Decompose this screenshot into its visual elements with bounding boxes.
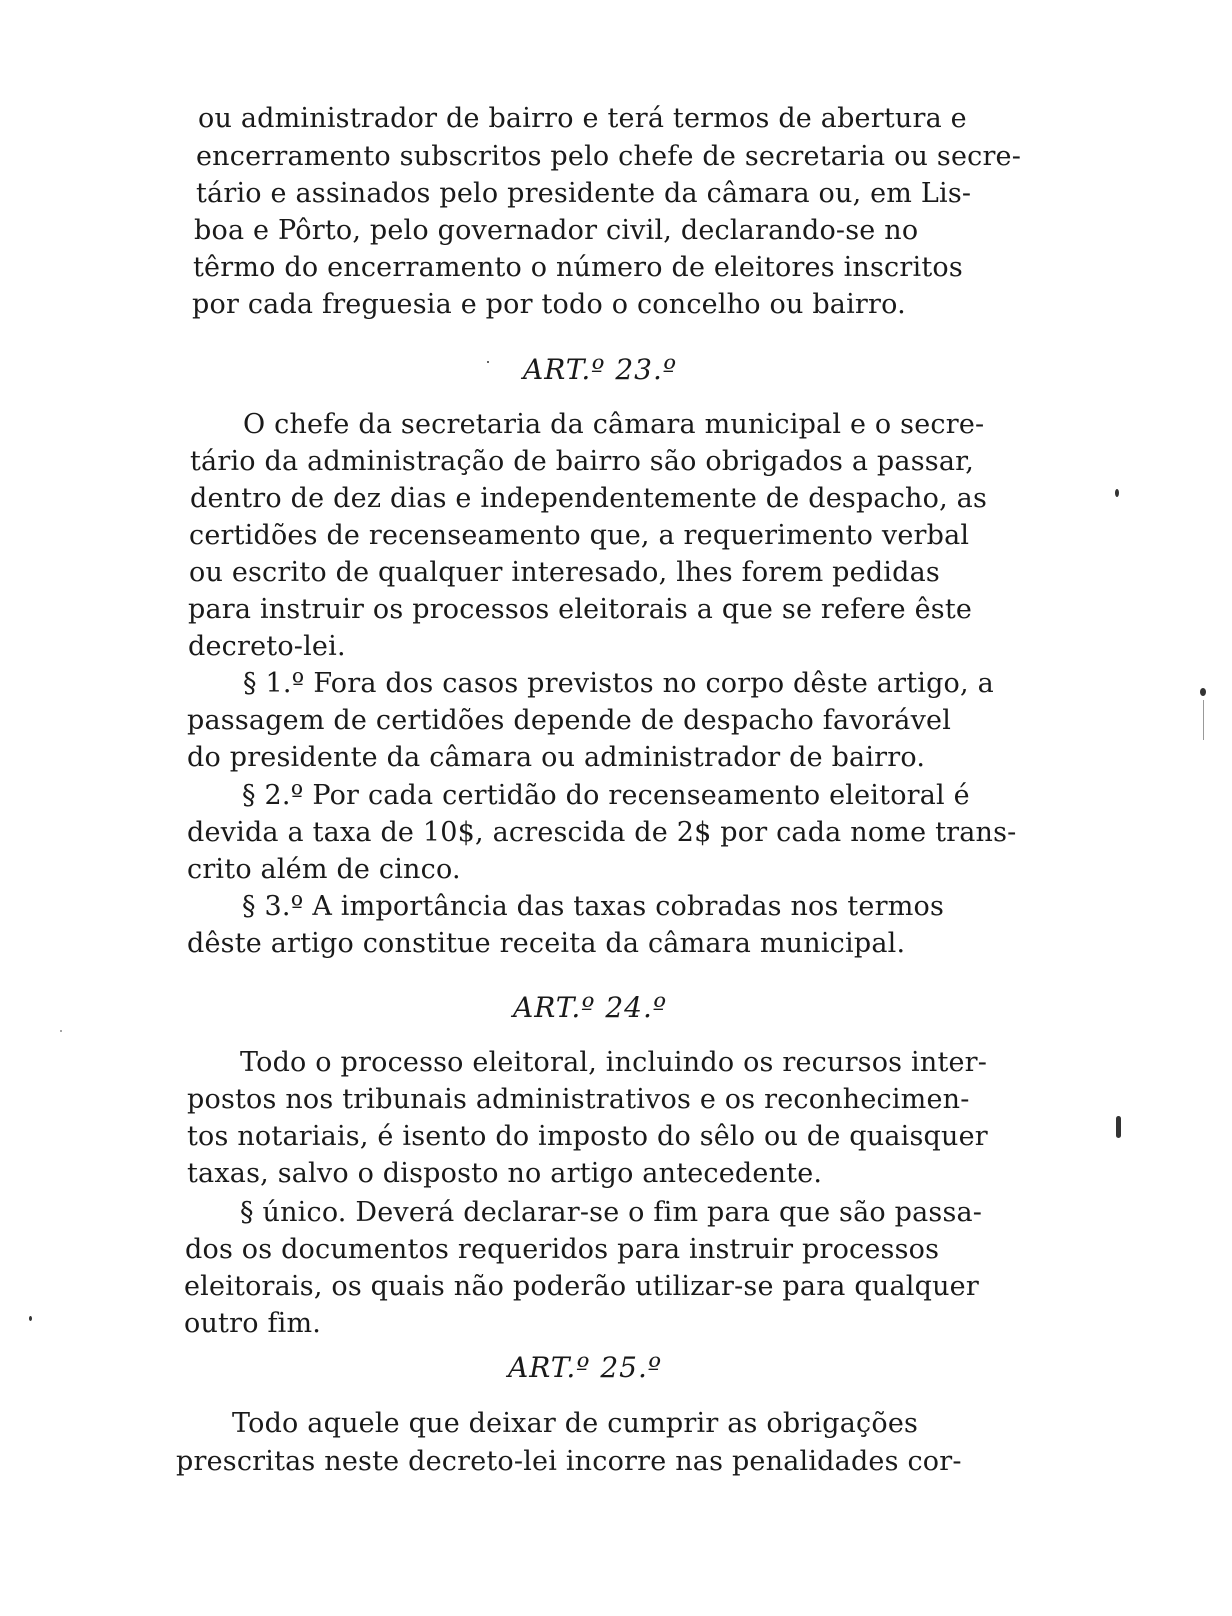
- text-line: outro fim.: [184, 1308, 322, 1339]
- text-line: eleitorais, os quais não poderão utilizar-se para qualquer: [184, 1271, 979, 1302]
- article-heading: ART.º 25.º: [508, 1351, 663, 1384]
- text-line: ou administrador de bairro e terá termos de abertura e: [198, 103, 967, 134]
- text-line: § 2.º Por cada certidão do recenseamento eleitoral é: [242, 780, 970, 811]
- text-line: decreto-lei.: [188, 631, 346, 662]
- text-line: têrmo do encerramento o número de eleitores inscritos: [193, 252, 963, 283]
- text-line: passagem de certidões depende de despacho favorável: [187, 705, 952, 736]
- text-line: O chefe da secretaria da câmara municipal e o secre-: [243, 409, 985, 440]
- text-line: dentro de dez dias e independentemente de despacho, as: [190, 483, 988, 514]
- scan-speck: [60, 1030, 62, 1032]
- text-line: § único. Deverá declarar-se o fim para que são passa-: [240, 1197, 983, 1228]
- text-line: taxas, salvo o disposto no artigo antecedente.: [187, 1158, 823, 1189]
- text-line: certidões de recenseamento que, a requerimento verbal: [189, 520, 970, 551]
- scan-speck: [487, 361, 489, 363]
- text-line: crito além de cinco.: [187, 854, 461, 885]
- text-line: ou escrito de qualquer interesado, lhes forem pedidas: [189, 557, 940, 588]
- text-line: § 1.º Fora dos casos previstos no corpo dêste artigo, a: [243, 668, 994, 699]
- text-line: tos notariais, é isento do imposto do sêlo ou de quaisquer: [187, 1121, 988, 1152]
- text-line: postos nos tribunais administrativos e os reconhecimen-: [187, 1084, 970, 1115]
- text-line: para instruir os processos eleitorais a que se refere êste: [188, 594, 973, 625]
- scan-speck: [29, 1316, 32, 1321]
- text-line: tário e assinados pelo presidente da câmara ou, em Lis-: [196, 178, 972, 209]
- text-line: do presidente da câmara ou administrador de bairro.: [187, 742, 926, 773]
- text-line: boa e Pôrto, pelo governador civil, declarando-se no: [194, 215, 919, 246]
- text-line: encerramento subscritos pelo chefe de secretaria ou secre-: [196, 141, 1022, 172]
- scan-speck: [1116, 1116, 1121, 1138]
- article-heading: ART.º 24.º: [513, 991, 668, 1024]
- text-line: Todo o processo eleitoral, incluindo os recursos inter-: [240, 1047, 988, 1078]
- text-line: devida a taxa de 10$, acrescida de 2$ por cada nome trans-: [187, 817, 1017, 848]
- text-line: Todo aquele que deixar de cumprir as obrigações: [232, 1408, 919, 1439]
- scan-speck: [1203, 700, 1204, 740]
- text-line: prescritas neste decreto-lei incorre nas penalidades cor-: [176, 1446, 962, 1477]
- text-line: § 3.º A importância das taxas cobradas nos termos: [242, 891, 945, 922]
- text-line: tário da administração de bairro são obrigados a passar,: [190, 446, 975, 477]
- text-line: dos os documentos requeridos para instruir processos: [185, 1234, 940, 1265]
- article-heading: ART.º 23.º: [523, 353, 678, 386]
- text-line: por cada freguesia e por todo o concelho ou bairro.: [192, 289, 906, 320]
- scan-speck: [1115, 489, 1119, 497]
- scan-speck: [1200, 688, 1206, 696]
- text-line: dêste artigo constitue receita da câmara municipal.: [187, 928, 906, 959]
